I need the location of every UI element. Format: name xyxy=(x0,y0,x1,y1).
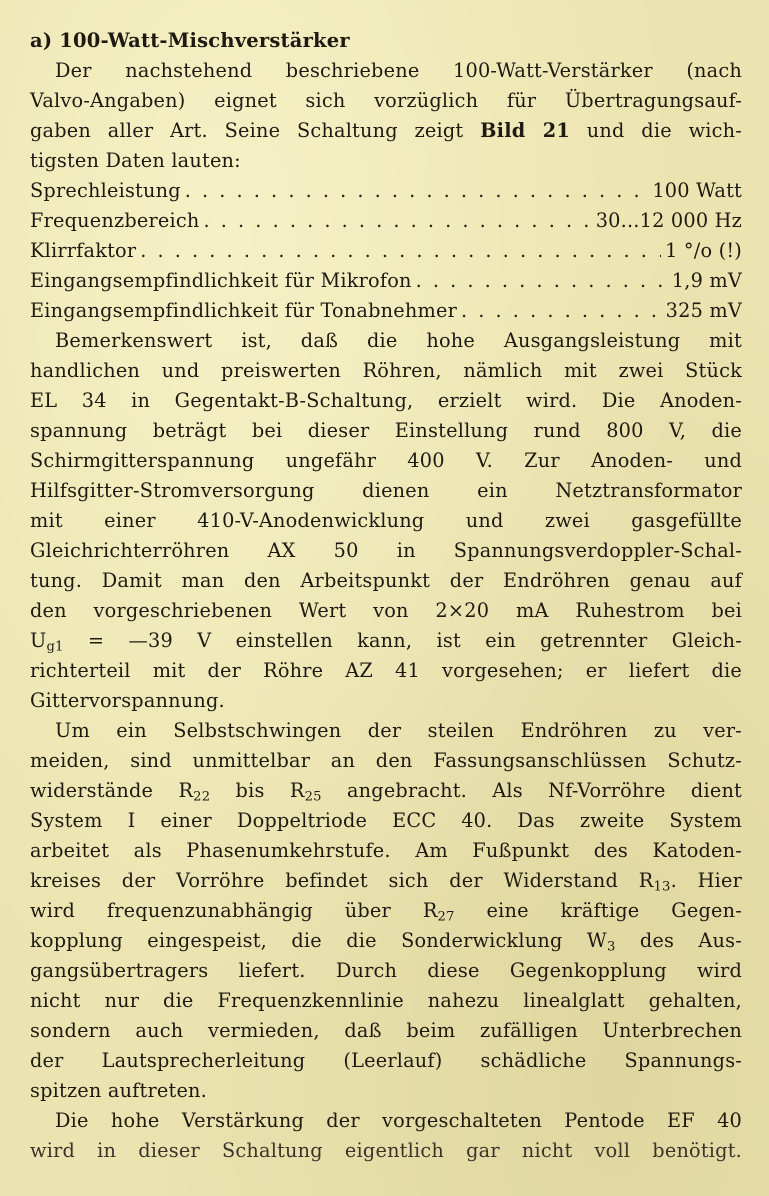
paragraph-line: widerstände $R_{22}$ bis $R_{25}$ angebracht. Als Nf-Vorröhre dient xyxy=(30,779,743,805)
dot-leader xyxy=(416,266,668,296)
spec-value: 1,9 mV xyxy=(671,269,742,292)
paragraph-line: Schirmgitterspannung ungefähr 400 V. Zur Anoden- und xyxy=(30,449,742,472)
paragraph-line: Die hohe Verstärkung der vorgeschalteten Pentode EF 40 xyxy=(55,1109,742,1132)
paragraph-line: Bemerkenswert ist, daß die hohe Ausgangsleistung mit xyxy=(55,329,742,352)
paragraph-line: $U_{g1}$ = —39 V einstellen kann, ist ein getrennter Gleich- xyxy=(30,629,742,655)
paragraph-line: kopplung eingespeist, die die Sonderwicklung $W_3$ des Aus- xyxy=(30,929,742,955)
paragraph-line: System I einer Doppeltriode ECC 40. Das zweite System xyxy=(30,809,742,832)
spec-name: Eingangsempfindlichkeit für Mikrofon xyxy=(30,269,412,292)
paragraph-line: arbeitet als Phasenumkehrstufe. Am Fußpunkt des Katoden- xyxy=(30,839,742,862)
spec-row-klirrfaktor xyxy=(30,236,742,266)
spec-name: Klirrfaktor xyxy=(30,239,137,262)
paragraph-line: Um ein Selbstschwingen der steilen Endröhren zu ver- xyxy=(55,719,742,742)
paragraph-line: wird in dieser Schaltung eigentlich gar nicht voll benötigt. xyxy=(30,1139,742,1162)
spec-row-mikrofon xyxy=(30,266,742,296)
paragraph-line: spitzen auftreten. xyxy=(30,1079,207,1102)
intro-line: Der nachstehend beschriebene 100-Watt-Verstärker (nach xyxy=(55,59,742,82)
spec-name: Sprechleistung xyxy=(30,179,181,202)
spec-name: Frequenzbereich xyxy=(30,209,200,232)
spec-value: 325 mV xyxy=(665,299,742,322)
figure-reference: Bild 21 xyxy=(480,119,570,142)
dot-leader xyxy=(461,296,662,326)
paragraph-line: nicht nur die Frequenzkennlinie nahezu linealglatt gehalten, xyxy=(30,989,742,1012)
paragraph-line: mit einer 410-V-Anodenwicklung und zwei gasgefüllte xyxy=(30,509,742,532)
paragraph-line: wird frequenzunabhängig über $R_{27}$ eine kräftige Gegen- xyxy=(30,899,742,925)
dot-leader xyxy=(185,176,649,206)
intro-line: gaben aller Art. Seine Schaltung zeigt Bild 21 und die wich- xyxy=(30,119,743,142)
intro-line: tigsten Daten lauten: xyxy=(30,149,241,172)
paragraph-line: tung. Damit man den Arbeitspunkt der Endröhren genau auf xyxy=(30,569,742,592)
paragraph-line: den vorgeschriebenen Wert von 2×20 mA Ruhestrom bei xyxy=(30,599,742,622)
intro-line: Valvo-Angaben) eignet sich vorzüglich für Übertragungsauf- xyxy=(30,89,742,112)
paragraph-line: EL 34 in Gegentakt-B-Schaltung, erzielt wird. Die Anoden- xyxy=(30,389,742,412)
paragraph-line: spannung beträgt bei dieser Einstellung rund 800 V, die xyxy=(30,419,742,442)
paragraph-line: meiden, sind unmittelbar an den Fassungsanschlüssen Schutz- xyxy=(30,749,742,772)
spec-name: Eingangsempfindlichkeit für Tonabnehmer xyxy=(30,299,458,322)
dot-leader xyxy=(140,236,661,266)
paragraph-line: der Lautsprecherleitung (Leerlauf) schädliche Spannungs- xyxy=(30,1049,742,1072)
section-heading: a) 100-Watt-Mischverstärker xyxy=(30,29,350,52)
paragraph-line: kreises der Vorröhre befindet sich der Widerstand $R_{13}$. Hier xyxy=(30,869,743,895)
spec-value: 100 Watt xyxy=(652,179,742,202)
paragraph-line: handlichen und preiswerten Röhren, nämlich mit zwei Stück xyxy=(30,359,742,382)
dot-leader xyxy=(204,206,592,236)
paragraph-line: Gittervorspannung. xyxy=(30,689,225,712)
spec-row-frequenzbereich xyxy=(30,206,742,236)
paragraph-line: Hilfsgitter-Stromversorgung dienen ein Netztransformator xyxy=(30,479,742,502)
page-text xyxy=(30,26,742,1166)
paragraph-line: Gleichrichterröhren AX 50 in Spannungsverdoppler-Schal- xyxy=(30,539,742,562)
spec-value: 1 °/o (!) xyxy=(665,239,742,262)
spec-row-tonabnehmer xyxy=(30,296,742,326)
paragraph-line: sondern auch vermieden, daß beim zufälligen Unterbrechen xyxy=(30,1019,742,1042)
spec-value: 30...12 000 Hz xyxy=(595,209,742,232)
paragraph-line: richterteil mit der Röhre AZ 41 vorgesehen; er liefert die xyxy=(30,659,742,682)
paragraph-line: gangsübertragers liefert. Durch diese Gegenkopplung wird xyxy=(30,959,742,982)
spec-row-sprechleistung xyxy=(30,176,742,206)
